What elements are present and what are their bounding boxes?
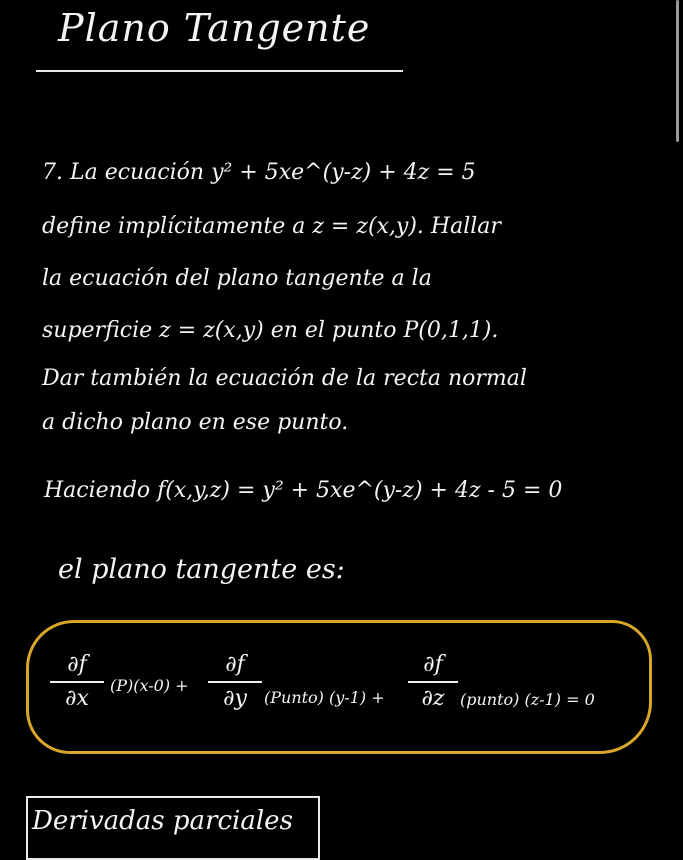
partial-fx-denominator: ∂x [65,686,89,711]
partial-fx [50,652,104,712]
partial-fx-numerator: ∂f [67,652,87,677]
problem-line-6: a dicho plano en ese punto. [42,410,349,435]
equation-term-3: (punto) (z-1) = 0 [460,690,595,709]
vertical-scrollbar[interactable] [676,0,679,142]
partial-fy-denominator: ∂y [223,686,247,711]
function-definition: Haciendo f(x,y,z) = y² + 5xe^(y-z) + 4z - 5 = 0 [44,478,563,503]
fraction-bar [50,681,104,683]
problem-line-4: superficie z = z(x,y) en el punto P(0,1,1). [42,318,499,343]
partial-fz-denominator: ∂z [421,686,445,711]
problem-line-1: 7. La ecuación y² + 5xe^(y-z) + 4z = 5 [42,160,476,185]
problem-line-2: define implícitamente a z = z(x,y). Hallar [42,214,501,239]
equation-term-1: (P)(x-0) + [110,676,189,695]
section-heading: Derivadas parciales [32,806,293,836]
fraction-bar [408,681,458,683]
partial-fy-numerator: ∂f [225,652,245,677]
problem-line-3: la ecuación del plano tangente a la [42,266,432,291]
partial-fz [408,652,458,712]
equation-term-2: (Punto) (y-1) + [264,688,385,707]
problem-line-5: Dar también la ecuación de la recta normal [42,366,527,391]
partial-fz-numerator: ∂f [423,652,443,677]
fraction-bar [208,681,262,683]
partial-fy [208,652,262,712]
title-underline [36,70,403,72]
page-title: Plano Tangente [58,6,371,50]
tangent-plane-intro: el plano tangente es: [58,554,345,585]
